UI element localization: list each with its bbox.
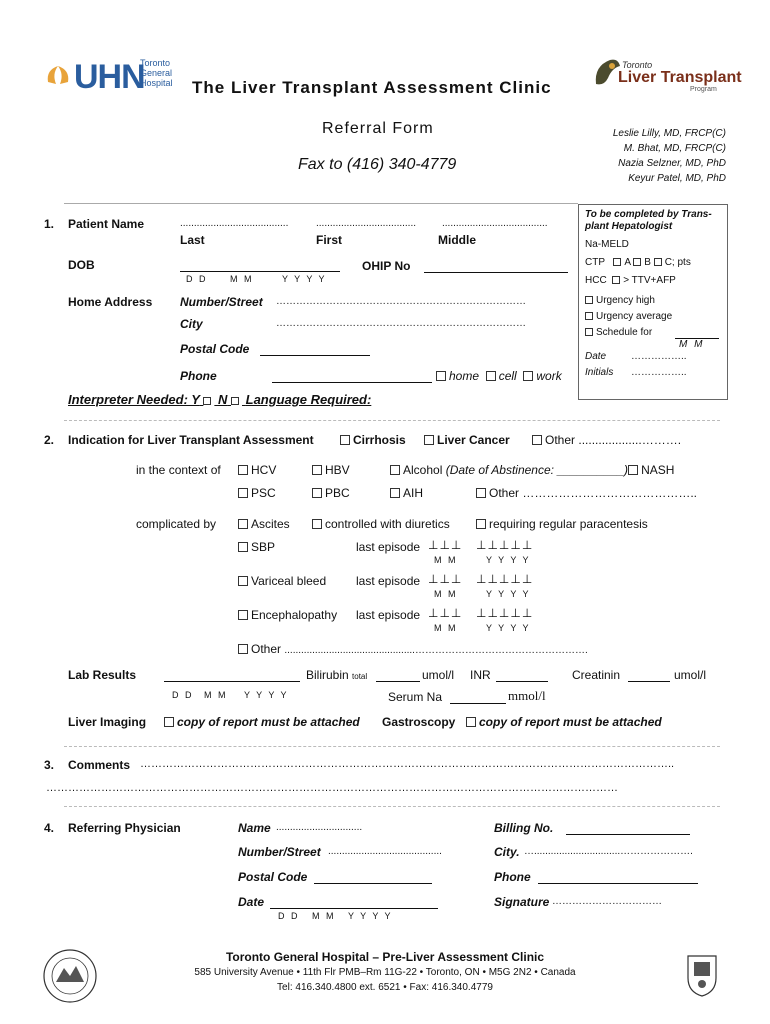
interpreter-label: Interpreter Needed: Y xyxy=(68,392,200,407)
city-field[interactable]: ………………………………………………………………… xyxy=(276,318,526,329)
urgency-average-checkbox[interactable] xyxy=(585,312,593,320)
lab-date-field[interactable] xyxy=(164,668,300,682)
middle-name-field[interactable]: ...................................... xyxy=(442,218,548,229)
variceal-year-field[interactable]: ⊥⊥⊥⊥⊥ xyxy=(476,572,534,586)
hcc-checkbox[interactable] xyxy=(612,276,620,284)
signature-label: Signature xyxy=(494,895,550,909)
cell-checkbox[interactable] xyxy=(486,371,496,381)
indication-other-field[interactable]: ...................………. xyxy=(578,433,682,447)
first-name-field[interactable]: .................................... xyxy=(316,218,417,229)
serum-na-unit: mmol/l xyxy=(508,688,546,703)
hcc-option: > TTV+AFP xyxy=(623,275,676,286)
work-label: work xyxy=(536,369,562,383)
urgency-average-label: Urgency average xyxy=(596,311,673,322)
ctp-c-label: C; pts xyxy=(664,257,691,268)
logo-big-text: Liver Transplant xyxy=(618,69,742,86)
comments-field-line2[interactable]: ………………………………………………………………………………………………………………………………………… xyxy=(46,782,618,794)
phone-field[interactable] xyxy=(272,369,432,383)
postal-code-field[interactable] xyxy=(260,342,370,356)
urgency-high-label: Urgency high xyxy=(596,295,655,306)
clinic-title: The Liver Transplant Assessment Clinic xyxy=(192,78,552,97)
physician-date-label: Date xyxy=(238,895,265,909)
doctor-list xyxy=(613,126,726,186)
footer-title: Toronto General Hospital – Pre-Liver Assessment Clinic xyxy=(225,950,545,964)
physician-postal-label: Postal Code xyxy=(238,870,308,884)
physician-city-field[interactable]: …...............................…………………. xyxy=(524,846,693,857)
month-hint: M M xyxy=(434,589,458,599)
physician-postal-field[interactable] xyxy=(314,870,432,884)
controlled-diuretics-checkbox[interactable] xyxy=(312,519,322,529)
last-name-field[interactable]: ....................................... xyxy=(180,218,289,229)
box-initials-label: Initials xyxy=(585,367,614,378)
ctp-c-checkbox[interactable] xyxy=(654,258,662,266)
lab-month-hint: M M xyxy=(204,690,228,700)
inr-field[interactable] xyxy=(496,668,548,682)
logo-tag-text: Program xyxy=(690,86,717,93)
uhn-logo-sub: Toronto xyxy=(140,58,171,68)
month-hint: M M xyxy=(434,555,458,565)
pbc-label: PBC xyxy=(325,486,350,500)
schedule-for-field[interactable] xyxy=(675,327,719,339)
sbp-checkbox[interactable] xyxy=(238,542,248,552)
hbv-checkbox[interactable] xyxy=(312,465,322,475)
imaging-report-checkbox[interactable] xyxy=(164,717,174,727)
creatinin-field[interactable] xyxy=(628,668,670,682)
comments-label: Comments xyxy=(68,758,131,772)
uhn-logo-sub: General xyxy=(140,68,173,78)
year-hint: Y Y Y Y xyxy=(486,555,531,565)
form-title: Referral Form xyxy=(322,120,434,137)
last-name-label: Last xyxy=(180,233,205,247)
physician-street-field[interactable]: ......................................... xyxy=(328,846,442,857)
indication-other-checkbox[interactable] xyxy=(532,435,542,445)
indication-label: Indication for Liver Transplant Assessment xyxy=(68,433,314,447)
billing-no-label: Billing No. xyxy=(494,821,554,835)
variceal-bleed-checkbox[interactable] xyxy=(238,576,248,586)
lab-results-label: Lab Results xyxy=(68,668,137,682)
gastroscopy-report-checkbox[interactable] xyxy=(466,717,476,727)
hcc-row xyxy=(585,275,676,286)
section-number: 4. xyxy=(44,821,55,835)
month-hint: M M xyxy=(434,623,458,633)
box-date-label: Date xyxy=(585,351,607,362)
controlled-diuretics-label: controlled with diuretics xyxy=(325,517,450,531)
doctor-name: Leslie Lilly, MD, FRCP(C) xyxy=(612,128,726,139)
complication-other-checkbox[interactable] xyxy=(238,644,248,654)
sbp-year-field[interactable]: ⊥⊥⊥⊥⊥ xyxy=(476,538,534,552)
nash-label: NASH xyxy=(641,463,675,477)
physician-city-label: City. xyxy=(494,845,520,859)
home-label: home xyxy=(449,369,480,383)
creatinin-unit: umol/l xyxy=(674,668,707,682)
section-divider xyxy=(64,746,720,747)
box-initials-field[interactable]: …………….. xyxy=(631,367,687,378)
section-divider xyxy=(64,420,720,421)
ctp-a-label: A xyxy=(624,257,631,268)
liver-cancer-checkbox[interactable] xyxy=(424,435,434,445)
na-meld-label: Na-MELD xyxy=(585,239,629,250)
university-crest-icon xyxy=(684,952,720,998)
header-divider xyxy=(64,203,578,204)
year-hint: Y Y Y Y xyxy=(486,589,531,599)
abstinence-date-field[interactable]: (Date of Abstinence: __________) xyxy=(445,463,629,477)
schedule-for-label: Schedule for xyxy=(596,327,653,338)
bilirubin-unit: umol/l xyxy=(422,668,455,682)
number-street-field[interactable]: ………………………………………………………………… xyxy=(276,296,526,307)
enceph-month-field[interactable]: ⊥⊥⊥ xyxy=(428,606,463,620)
dob-month-hint: M M xyxy=(230,274,254,284)
enceph-year-field[interactable]: ⊥⊥⊥⊥⊥ xyxy=(476,606,534,620)
year-hint: Y Y Y Y xyxy=(486,623,531,633)
hcv-checkbox[interactable] xyxy=(238,465,248,475)
uhn-logo-sub: Hospital xyxy=(140,78,173,88)
hepatologist-box xyxy=(578,204,728,400)
comments-field[interactable]: ……………………………………………………………………………………………………………………………….. xyxy=(140,758,675,770)
footer-contact: Tel: 416.340.4800 ext. 6521 • Fax: 416.340.4779 xyxy=(277,982,493,993)
logo-small-text: Toronto xyxy=(622,60,653,70)
doctor-name: Nazia Selzner, MD, PhD xyxy=(618,158,726,169)
ctp-a-checkbox[interactable] xyxy=(613,258,621,266)
ctp-label: CTP xyxy=(585,257,605,268)
liver-cancer-label: Liver Cancer xyxy=(437,433,510,447)
psc-label: PSC xyxy=(251,486,276,500)
city-label: City xyxy=(180,317,203,331)
bilirubin-total-label: total xyxy=(352,672,368,681)
context-other-field[interactable]: Other …………………………………….. xyxy=(489,486,698,500)
physician-name-label: Name xyxy=(238,821,271,835)
encephalopathy-label: Encephalopathy xyxy=(251,608,338,622)
creatinin-label: Creatinin xyxy=(572,668,621,682)
home-address-label: Home Address xyxy=(68,295,153,309)
variceal-month-field[interactable]: ⊥⊥⊥ xyxy=(428,572,463,586)
ctp-b-checkbox[interactable] xyxy=(633,258,641,266)
phone-label: Phone xyxy=(180,369,217,383)
ascites-label: Ascites xyxy=(251,517,290,531)
schedule-for-checkbox[interactable] xyxy=(585,328,593,336)
patient-name-label: Patient Name xyxy=(68,217,145,231)
phone-type-row xyxy=(436,369,562,383)
language-required-label: Language Required: xyxy=(245,392,372,407)
hcv-label: HCV xyxy=(251,463,277,477)
psc-checkbox[interactable] xyxy=(238,488,248,498)
paracentesis-label: requiring regular paracentesis xyxy=(489,517,648,531)
interpreter-no-checkbox[interactable] xyxy=(231,397,239,405)
postal-code-label: Postal Code xyxy=(180,342,250,356)
interpreter-row xyxy=(68,392,371,407)
hcc-label: HCC xyxy=(585,275,607,286)
pbc-checkbox[interactable] xyxy=(312,488,322,498)
physician-street-label: Number/Street xyxy=(238,845,321,859)
sbp-month-field[interactable]: ⊥⊥⊥ xyxy=(428,538,463,552)
doctor-name: M. Bhat, MD, FRCP(C) xyxy=(623,143,726,154)
section-number: 3. xyxy=(44,758,55,772)
physician-name-field[interactable]: ............................... xyxy=(276,822,363,833)
urgency-high-checkbox[interactable] xyxy=(585,296,593,304)
physician-phone-label: Phone xyxy=(494,870,531,884)
last-episode-label: last episode xyxy=(356,574,421,588)
middle-name-label: Middle xyxy=(438,233,476,247)
section-number: 2. xyxy=(44,433,55,447)
in-context-label: in the context of xyxy=(136,463,221,477)
ctp-b-label: B xyxy=(644,257,651,268)
alcohol-checkbox[interactable] xyxy=(390,465,400,475)
cirrhosis-label: Cirrhosis xyxy=(353,433,406,447)
inr-label: INR xyxy=(470,668,491,682)
gastroscopy-copy-label: copy of report must be attached xyxy=(479,715,662,729)
box-date-field[interactable]: …………….. xyxy=(631,351,687,362)
gastroscopy-label: Gastroscopy xyxy=(382,715,456,729)
dob-label: DOB xyxy=(68,258,95,272)
physician-year-hint: Y Y Y Y xyxy=(348,911,393,921)
home-checkbox[interactable] xyxy=(436,371,446,381)
lab-year-hint: Y Y Y Y xyxy=(244,690,289,700)
work-checkbox[interactable] xyxy=(523,371,533,381)
bilirubin-label: Bilirubin xyxy=(306,668,349,682)
hbv-label: HBV xyxy=(325,463,350,477)
last-episode-label: last episode xyxy=(356,540,421,554)
ascites-checkbox[interactable] xyxy=(238,519,248,529)
cirrhosis-checkbox[interactable] xyxy=(340,435,350,445)
footer-address: 585 University Avenue • 11th Flr PMB–Rm 11G-22 • Toronto, ON • M5G 2N2 • Canada xyxy=(194,967,576,978)
physician-date-field[interactable] xyxy=(270,895,438,909)
ohip-label: OHIP No xyxy=(362,259,411,273)
dob-year-hint: Y Y Y Y xyxy=(282,274,327,284)
context-other-checkbox[interactable] xyxy=(476,488,486,498)
ctp-row xyxy=(585,257,691,268)
paracentesis-checkbox[interactable] xyxy=(476,519,486,529)
dob-day-hint: D D xyxy=(186,274,208,284)
liver-imaging-label: Liver Imaging xyxy=(68,715,147,729)
schedule-mm-hint: M M xyxy=(679,339,705,350)
bilirubin-field[interactable] xyxy=(376,668,420,682)
complication-other-label: Other xyxy=(251,642,282,656)
section-divider xyxy=(64,806,720,807)
interpreter-yes-checkbox[interactable] xyxy=(203,397,211,405)
encephalopathy-checkbox[interactable] xyxy=(238,610,248,620)
cell-label: cell xyxy=(498,369,517,383)
ohip-field[interactable] xyxy=(424,259,568,273)
physician-day-hint: D D xyxy=(278,911,300,921)
first-name-label: First xyxy=(316,233,343,247)
variceal-bleed-label: Variceal bleed xyxy=(251,574,327,588)
serum-na-field[interactable] xyxy=(450,690,506,704)
alcohol-label: Alcohol xyxy=(403,463,443,477)
lab-day-hint: D D xyxy=(172,690,194,700)
aih-label: AIH xyxy=(403,486,424,500)
referring-physician-label: Referring Physician xyxy=(68,821,181,835)
complication-other-field[interactable]: ...............................................……………………………………………. xyxy=(284,645,588,656)
box-title: To be completed by Trans- xyxy=(585,209,712,220)
imaging-copy-label: copy of report must be attached xyxy=(177,715,360,729)
sbp-label: SBP xyxy=(251,540,276,554)
section-number: 1. xyxy=(44,217,55,231)
interpreter-no-label: N xyxy=(217,392,228,407)
number-street-label: Number/Street xyxy=(180,295,263,309)
signature-field[interactable]: …………………………… xyxy=(552,896,662,907)
physician-phone-field[interactable] xyxy=(538,870,698,884)
uhn-logo-text: UHN xyxy=(74,58,145,96)
aih-checkbox[interactable] xyxy=(390,488,400,498)
dob-field[interactable] xyxy=(180,258,340,272)
box-title: plant Hepatologist xyxy=(585,221,673,232)
billing-no-field[interactable] xyxy=(566,821,690,835)
nash-checkbox[interactable] xyxy=(628,465,638,475)
uhn-emblem-icon xyxy=(42,62,74,92)
doctor-name: Keyur Patel, MD, PhD xyxy=(628,173,726,184)
serum-na-label: Serum Na xyxy=(388,690,443,704)
physician-month-hint: M M xyxy=(312,911,336,921)
fax-number: Fax to (416) 340-4779 xyxy=(298,156,457,173)
complicated-by-label: complicated by xyxy=(136,517,217,531)
last-episode-label: last episode xyxy=(356,608,421,622)
indication-other-label: Other xyxy=(545,433,576,447)
